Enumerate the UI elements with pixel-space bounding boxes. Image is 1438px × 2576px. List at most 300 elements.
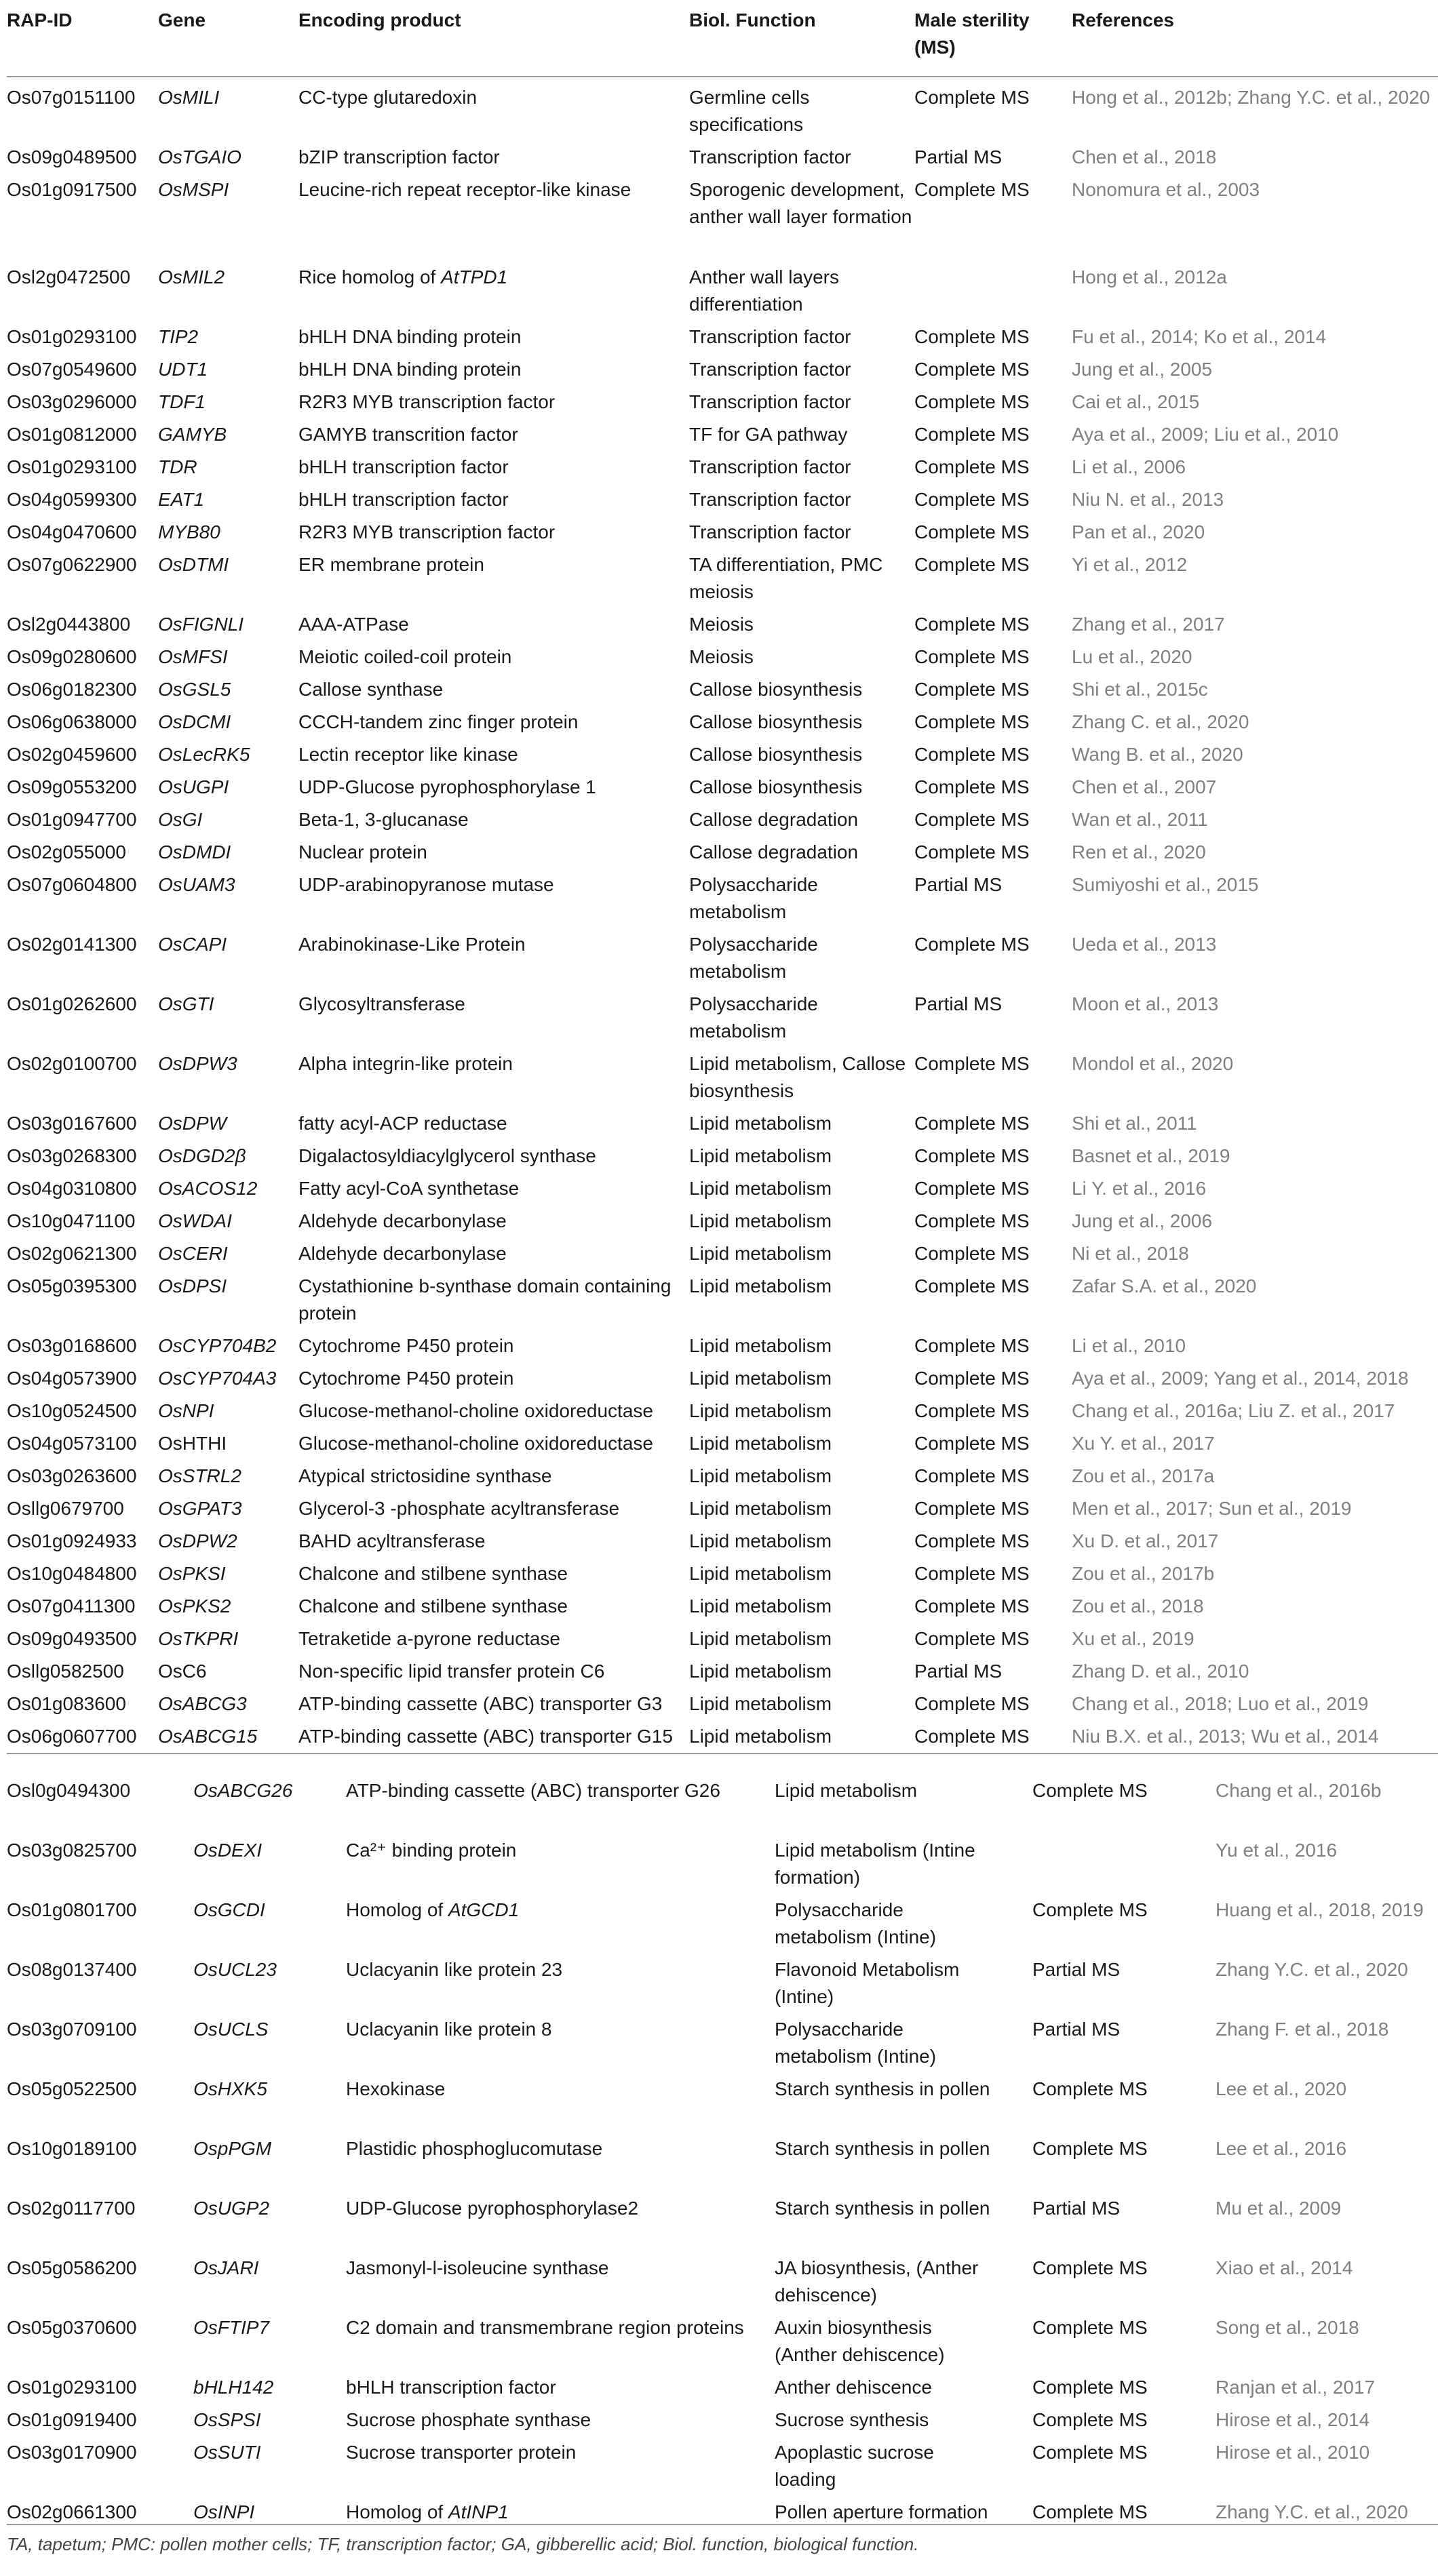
product-cell: [298, 1240, 688, 1267]
product-cell: [298, 806, 688, 833]
rap-id-cell: Os03g0167600: [7, 1113, 137, 1134]
product-text: Chalcone and stilbene synthase: [298, 1563, 568, 1584]
function-cell: Sporogenic development, anther wall layer formation: [689, 179, 912, 227]
function-cell: Lipid metabolism: [689, 1210, 832, 1231]
rap-id-cell: Os10g0189100: [7, 2138, 137, 2159]
product-text: Chalcone and stilbene synthase: [298, 1596, 568, 1617]
gene-cell: OsABCG15: [158, 1726, 258, 1747]
table-row: [7, 1044, 1438, 1103]
sterility-cell: Complete MS: [914, 776, 1030, 797]
product-cell: [346, 2195, 766, 2222]
product-cell: [298, 839, 688, 866]
product-text: Callose synthase: [298, 679, 444, 700]
reference-cell: Zhang F. et al., 2018: [1216, 2019, 1389, 2040]
product-cell: [298, 421, 688, 448]
gene-cell: OsUCLS: [193, 2019, 269, 2040]
sterility-cell: Complete MS: [914, 1145, 1030, 1166]
product-text: Arabinokinase-Like Protein: [298, 934, 526, 955]
table-row: [7, 1456, 1438, 1488]
table-row: [7, 767, 1438, 799]
gene-cell: OsGCDI: [193, 1899, 265, 1920]
gene-cell: OsLecRK5: [158, 744, 250, 765]
reference-cell: Niu B.X. et al., 2013; Wu et al., 2014: [1072, 1726, 1379, 1747]
rap-id-cell: Os10g0471100: [7, 1210, 136, 1231]
sterility-cell: Partial MS: [1032, 2019, 1121, 2040]
reference-cell: Zhang Y.C. et al., 2020: [1216, 1959, 1408, 1980]
sterility-cell: Complete MS: [914, 1400, 1030, 1421]
function-cell: Callose degradation: [689, 841, 859, 863]
function-cell: Anther dehiscence: [775, 2377, 932, 2398]
product-cell: [298, 1593, 688, 1620]
reference-cell: Jung et al., 2005: [1072, 359, 1213, 380]
function-cell: Starch synthesis in pollen: [775, 2198, 990, 2219]
rap-id-cell: Os04g0470600: [7, 521, 137, 542]
rap-id-cell: Os01g0917500: [7, 179, 137, 200]
reference-cell: Aya et al., 2009; Liu et al., 2010: [1072, 424, 1339, 445]
product-cell: [298, 389, 688, 416]
product-gene-name: AtTPD1: [441, 266, 508, 288]
rap-id-cell: Os06g0182300: [7, 679, 137, 700]
product-cell: [346, 2314, 766, 2341]
table-row: [7, 637, 1438, 669]
function-cell: Lipid metabolism: [689, 1465, 832, 1486]
product-cell: [298, 1723, 688, 1750]
gene-cell: OsFIGNLI: [158, 614, 244, 635]
sterility-cell: Complete MS: [914, 744, 1030, 765]
rap-id-cell: Os09g0489500: [7, 146, 137, 167]
product-text: ATP-binding cassette (ABC) transporter G3: [298, 1693, 663, 1714]
sterility-cell: Complete MS: [914, 711, 1030, 732]
sterility-cell: Complete MS: [914, 1113, 1030, 1134]
product-text: Digalactosyldiacylglycerol synthase: [298, 1145, 596, 1166]
gene-cell: OsC6: [158, 1661, 207, 1682]
gene-cell: EAT1: [158, 489, 204, 510]
product-cell: [346, 2016, 766, 2043]
rap-id-cell: Osllg0679700: [7, 1498, 124, 1519]
table-row: [7, 1619, 1438, 1651]
sterility-cell: Complete MS: [914, 1275, 1030, 1296]
sterility-cell: Complete MS: [914, 809, 1030, 830]
product-text: Nuclear protein: [298, 841, 427, 863]
sterility-cell: Complete MS: [1032, 2138, 1148, 2159]
product-text: Cystathionine b-synthase domain containing protein: [298, 1275, 672, 1324]
sterility-cell: Complete MS: [1032, 1780, 1148, 1801]
function-cell: Lipid metabolism: [689, 1530, 832, 1551]
function-cell: Lipid metabolism: [689, 1400, 832, 1421]
product-cell: [298, 356, 688, 383]
product-text: Rice homolog of: [298, 266, 442, 288]
product-text: Sucrose transporter protein: [346, 2442, 577, 2463]
reference-cell: Zhang D. et al., 2010: [1072, 1661, 1249, 1682]
rap-id-cell: Os04g0573900: [7, 1368, 137, 1389]
gene-cell: OsDPSI: [158, 1275, 227, 1296]
function-cell: Lipid metabolism: [689, 1628, 832, 1649]
sterility-cell: Complete MS: [1032, 2442, 1148, 2463]
sterility-cell: Complete MS: [914, 1178, 1030, 1199]
table-row: [7, 1553, 1438, 1586]
rap-id-cell: Osl2g0472500: [7, 266, 131, 288]
product-cell: [298, 1050, 688, 1077]
reference-cell: Nonomura et al., 2003: [1072, 179, 1260, 200]
reference-cell: Yu et al., 2016: [1216, 1840, 1338, 1861]
function-cell: Transcription factor: [689, 489, 851, 510]
product-gene-name: AtINP1: [448, 2501, 509, 2522]
sterility-cell: Complete MS: [914, 1210, 1030, 1231]
reference-cell: Basnet et al., 2019: [1072, 1145, 1230, 1166]
table-row: [7, 1326, 1438, 1358]
table-row: [7, 170, 1438, 257]
sterility-cell: Complete MS: [914, 1368, 1030, 1389]
reference-cell: Chen et al., 2018: [1072, 146, 1217, 167]
table-row: [7, 1233, 1438, 1266]
reference-cell: Hong et al., 2012a: [1072, 266, 1227, 288]
function-cell: Lipid metabolism: [689, 1243, 832, 1264]
sterility-cell: Complete MS: [914, 614, 1030, 635]
gene-cell: OsTGAIO: [158, 146, 241, 167]
product-text: CC-type glutaredoxin: [298, 87, 478, 108]
table-row: [7, 1814, 1438, 1888]
reference-cell: Chang et al., 2016b: [1216, 1780, 1382, 1801]
table-row: [7, 382, 1438, 414]
reference-cell: Pan et al., 2020: [1072, 521, 1205, 542]
sterility-cell: Partial MS: [1032, 2198, 1121, 2219]
product-cell: [346, 1777, 766, 1804]
product-cell: [298, 486, 688, 513]
function-cell: Lipid metabolism, Callose biosynthesis: [689, 1053, 906, 1101]
gene-cell: OsUCL23: [193, 1959, 277, 1980]
rap-id-cell: Os01g0812000: [7, 424, 137, 445]
table-row: [7, 669, 1438, 702]
sterility-cell: Complete MS: [1032, 1899, 1148, 1920]
product-cell: [298, 1495, 688, 1522]
rap-id-cell: Os01g0293100: [7, 326, 137, 347]
product-cell: [298, 1365, 688, 1392]
rap-id-cell: Os04g0310800: [7, 1178, 137, 1199]
product-text: bHLH DNA binding protein: [298, 359, 522, 380]
product-text: Cytochrome P450 protein: [298, 1335, 514, 1356]
reference-cell: Ranjan et al., 2017: [1216, 2377, 1376, 2398]
function-cell: Callose biosynthesis: [689, 711, 863, 732]
gene-cell: OsDPW2: [158, 1530, 237, 1551]
table-row: [7, 865, 1438, 924]
reference-cell: Moon et al., 2013: [1072, 993, 1219, 1014]
product-cell: [298, 709, 688, 736]
rap-id-cell: Os02g0100700: [7, 1053, 137, 1074]
function-cell: Lipid metabolism: [689, 1498, 832, 1519]
reference-cell: Song et al., 2018: [1216, 2317, 1359, 2338]
function-cell: Pollen aperture formation: [775, 2501, 988, 2522]
table-row: [7, 544, 1438, 604]
table-row: [7, 479, 1438, 512]
rap-id-cell: Os07g0411300: [7, 1596, 136, 1617]
sterility-cell: Complete MS: [1032, 2501, 1148, 2522]
rap-id-cell: Os03g0296000: [7, 391, 137, 412]
sterility-cell: Complete MS: [1032, 2317, 1148, 2338]
reference-cell: Yi et al., 2012: [1072, 554, 1188, 575]
function-cell: Transcription factor: [689, 359, 851, 380]
gene-cell: OsGSL5: [158, 679, 231, 700]
product-cell: [298, 1175, 688, 1202]
sterility-cell: Complete MS: [914, 934, 1030, 955]
sterility-cell: Complete MS: [914, 489, 1030, 510]
rap-id-cell: Os09g0493500: [7, 1628, 137, 1649]
gene-cell: OsUAM3: [158, 874, 235, 895]
reference-cell: Men et al., 2017; Sun et al., 2019: [1072, 1498, 1352, 1519]
function-cell: Starch synthesis in pollen: [775, 2078, 990, 2099]
function-cell: Flavonoid Metabolism (Intine): [775, 1959, 960, 2007]
rap-id-cell: Os08g0137400: [7, 1959, 137, 1980]
sterility-cell: Complete MS: [914, 646, 1030, 667]
product-cell: [298, 676, 688, 703]
gene-cell: OsWDAI: [158, 1210, 232, 1231]
table-row: [7, 512, 1438, 544]
product-text: CCCH-tandem zinc finger protein: [298, 711, 579, 732]
reference-cell: Zafar S.A. et al., 2020: [1072, 1275, 1257, 1296]
product-text: bHLH DNA binding protein: [298, 326, 522, 347]
product-text: R2R3 MYB transcription factor: [298, 391, 556, 412]
header-sterility: Male sterility (MS): [914, 9, 1030, 58]
product-text: Aldehyde decarbonylase: [298, 1210, 507, 1231]
sterility-cell: Complete MS: [914, 841, 1030, 863]
sterility-cell: Complete MS: [914, 1726, 1030, 1747]
table-row: [7, 924, 1438, 984]
reference-cell: Ueda et al., 2013: [1072, 934, 1217, 955]
gene-cell: OsDPW: [158, 1113, 227, 1134]
product-cell: [298, 454, 688, 481]
reference-cell: Lee et al., 2020: [1216, 2078, 1347, 2099]
gene-cell: GAMYB: [158, 424, 227, 445]
gene-cell: OsCAPI: [158, 934, 227, 955]
product-text: bHLH transcription factor: [298, 489, 509, 510]
reference-cell: Zou et al., 2017b: [1072, 1563, 1215, 1584]
product-cell: [298, 991, 688, 1018]
rap-id-cell: Os05g0370600: [7, 2317, 137, 2338]
sterility-cell: Complete MS: [914, 326, 1030, 347]
function-cell: Callose degradation: [689, 809, 859, 830]
rap-id-cell: Os01g0924933: [7, 1530, 137, 1551]
sterility-cell: Complete MS: [1032, 2409, 1148, 2430]
product-cell: [346, 2255, 766, 2282]
rap-id-cell: Os03g0170900: [7, 2442, 137, 2463]
product-cell: [298, 84, 688, 111]
product-text: bHLH transcription factor: [298, 456, 509, 477]
product-cell: [346, 1956, 766, 1983]
rap-id-cell: Os07g0622900: [7, 554, 137, 575]
table-row: [7, 2172, 1438, 2232]
gene-cell: OsMSPI: [158, 179, 229, 200]
reference-cell: Huang et al., 2018, 2019: [1216, 1899, 1424, 1920]
function-cell: Transcription factor: [689, 146, 851, 167]
function-cell: Transcription factor: [689, 521, 851, 542]
table-row: [7, 137, 1438, 170]
sterility-cell: Complete MS: [914, 1563, 1030, 1584]
product-text: Aldehyde decarbonylase: [298, 1243, 507, 1264]
rap-id-cell: Os01g0262600: [7, 993, 137, 1014]
function-cell: Lipid metabolism (Intine formation): [775, 1840, 975, 1888]
gene-cell: OsJARI: [193, 2257, 259, 2278]
sterility-cell: Complete MS: [914, 456, 1030, 477]
product-cell: [346, 1837, 766, 1864]
gene-cell: OsSPSI: [193, 2409, 261, 2430]
gene-cell: OsHXK5: [193, 2078, 267, 2099]
function-cell: Apoplastic sucrose loading: [775, 2442, 935, 2490]
product-text: Homolog of: [346, 2501, 448, 2522]
product-text: Uclacyanin like protein 23: [346, 1959, 563, 1980]
rap-id-cell: Os02g0621300: [7, 1243, 137, 1264]
reference-cell: Niu N. et al., 2013: [1072, 489, 1224, 510]
sterility-cell: Complete MS: [914, 679, 1030, 700]
sterility-cell: Partial MS: [914, 1661, 1003, 1682]
rap-id-cell: Os03g0709100: [7, 2019, 137, 2040]
header-gene: Gene: [158, 9, 206, 31]
product-text: UDP-Glucose pyrophosphorylase 1: [298, 776, 596, 797]
product-cell: [298, 1560, 688, 1587]
sterility-cell: Complete MS: [914, 1465, 1030, 1486]
reference-cell: Zhang et al., 2017: [1072, 614, 1225, 635]
table-row: [7, 1168, 1438, 1201]
reference-cell: Ren et al., 2020: [1072, 841, 1206, 863]
product-cell: [346, 2076, 766, 2103]
sterility-cell: Complete MS: [914, 1628, 1030, 1649]
reference-cell: Zou et al., 2017a: [1072, 1465, 1215, 1486]
rap-id-cell: Os07g0549600: [7, 359, 137, 380]
sterility-cell: Complete MS: [914, 359, 1030, 380]
product-text: Fatty acyl-CoA synthetase: [298, 1178, 520, 1199]
sterility-cell: Complete MS: [914, 1693, 1030, 1714]
rap-id-cell: Os01g083600: [7, 1693, 126, 1714]
table-row: [7, 702, 1438, 734]
function-cell: Sucrose synthesis: [775, 2409, 929, 2430]
product-text: bZIP transcription factor: [298, 146, 500, 167]
table-row: [7, 1103, 1438, 1136]
table-row: [7, 604, 1438, 637]
table-row: [7, 447, 1438, 479]
reference-cell: Aya et al., 2009; Yang et al., 2014, 2018: [1072, 1368, 1409, 1389]
function-cell: Lipid metabolism: [689, 1368, 832, 1389]
rap-id-cell: Os02g0459600: [7, 744, 137, 765]
gene-cell: MYB80: [158, 521, 220, 542]
function-cell: Meiosis: [689, 646, 754, 667]
reference-cell: Shi et al., 2011: [1072, 1113, 1197, 1134]
reference-cell: Xu et al., 2019: [1072, 1628, 1194, 1649]
rap-id-cell: Os03g0168600: [7, 1335, 137, 1356]
gene-cell: OsMILI: [158, 87, 220, 108]
table-row: [7, 1874, 1438, 1947]
rap-id-cell: Os01g0919400: [7, 2409, 137, 2430]
rap-id-cell: Os04g0599300: [7, 489, 137, 510]
reference-cell: Xu Y. et al., 2017: [1072, 1433, 1215, 1454]
product-text: Ca²⁺ binding protein: [346, 1840, 517, 1861]
rap-id-cell: Os01g0947700: [7, 809, 137, 830]
gene-cell: OsCERI: [158, 1243, 228, 1264]
product-cell: [298, 871, 688, 898]
sterility-cell: Complete MS: [914, 87, 1030, 108]
function-cell: Lipid metabolism: [689, 1145, 832, 1166]
product-text: BAHD acyltransferase: [298, 1530, 486, 1551]
table-row: [7, 2416, 1438, 2490]
sterility-cell: Complete MS: [914, 391, 1030, 412]
rap-id-cell: Os06g0638000: [7, 711, 137, 732]
table-row: [7, 799, 1438, 832]
gene-cell: TIP2: [158, 326, 199, 347]
function-cell: Polysaccharide metabolism (Intine): [775, 2019, 937, 2067]
product-cell: [298, 1625, 688, 1652]
gene-table-continued: [7, 1754, 1438, 2535]
product-text: bHLH transcription factor: [346, 2377, 556, 2398]
rap-id-cell: Os06g0607700: [7, 1726, 137, 1747]
product-text: Meiotic coiled-coil protein: [298, 646, 512, 667]
product-cell: [298, 1143, 688, 1170]
rap-id-cell: Os01g0293100: [7, 456, 137, 477]
sterility-cell: Partial MS: [914, 993, 1003, 1014]
table-row: [7, 1684, 1438, 1716]
product-cell: [298, 1658, 688, 1685]
function-cell: JA biosynthesis, (Anther dehiscence): [775, 2257, 979, 2305]
table-row: [7, 832, 1438, 865]
rap-id-cell: Os01g0801700: [7, 1899, 137, 1920]
reference-cell: Zou et al., 2018: [1072, 1596, 1204, 1617]
reference-cell: Cai et al., 2015: [1072, 391, 1200, 412]
header-product: Encoding product: [298, 9, 461, 31]
rap-id-cell: Os09g0280600: [7, 646, 137, 667]
reference-cell: Li Y. et al., 2016: [1072, 1178, 1207, 1199]
table-row: [7, 1136, 1438, 1168]
product-text: Lectin receptor like kinase: [298, 744, 518, 765]
reference-cell: Li et al., 2006: [1072, 456, 1186, 477]
gene-cell: TDF1: [158, 391, 206, 412]
product-text: Glucose-methanol-choline oxidoreductase: [298, 1400, 653, 1421]
gene-table: [7, 0, 1438, 1776]
sterility-cell: Complete MS: [1032, 2377, 1148, 2398]
product-cell: [298, 1463, 688, 1490]
product-cell: [298, 1430, 688, 1457]
reference-cell: Fu et al., 2014; Ko et al., 2014: [1072, 326, 1327, 347]
reference-cell: Mu et al., 2009: [1216, 2198, 1342, 2219]
rap-id-cell: Os10g0524500: [7, 1400, 137, 1421]
function-cell: Lipid metabolism: [689, 1275, 832, 1296]
sterility-cell: Complete MS: [914, 554, 1030, 575]
product-text: ATP-binding cassette (ABC) transporter G15: [298, 1726, 673, 1747]
gene-cell: OsGPAT3: [158, 1498, 242, 1519]
reference-cell: Xiao et al., 2014: [1216, 2257, 1353, 2278]
table-row: [7, 1521, 1438, 1553]
function-cell: Meiosis: [689, 614, 754, 635]
gene-cell: OsPKS2: [158, 1596, 231, 1617]
rap-id-cell: Os03g0268300: [7, 1145, 137, 1166]
sterility-cell: Complete MS: [914, 1530, 1030, 1551]
product-cell: [298, 611, 688, 638]
product-cell: [346, 2499, 766, 2526]
reference-cell: Hirose et al., 2014: [1216, 2409, 1370, 2430]
sterility-cell: Partial MS: [914, 146, 1003, 167]
sterility-cell: Complete MS: [914, 1596, 1030, 1617]
gene-cell: OsMFSI: [158, 646, 228, 667]
function-cell: Lipid metabolism: [689, 1693, 832, 1714]
product-cell: [298, 551, 688, 578]
product-text: AAA-ATPase: [298, 614, 409, 635]
reference-cell: Mondol et al., 2020: [1072, 1053, 1234, 1074]
sterility-cell: Complete MS: [914, 521, 1030, 542]
product-text: UDP-arabinopyranose mutase: [298, 874, 554, 895]
reference-cell: Jung et al., 2006: [1072, 1210, 1213, 1231]
table-row: [7, 2291, 1438, 2365]
function-cell: Polysaccharide metabolism: [689, 934, 818, 982]
table-row: [7, 1933, 1438, 2007]
product-cell: [298, 519, 688, 546]
function-cell: Starch synthesis in pollen: [775, 2138, 990, 2159]
sterility-cell: Partial MS: [914, 874, 1003, 895]
header-references: References: [1072, 9, 1174, 31]
